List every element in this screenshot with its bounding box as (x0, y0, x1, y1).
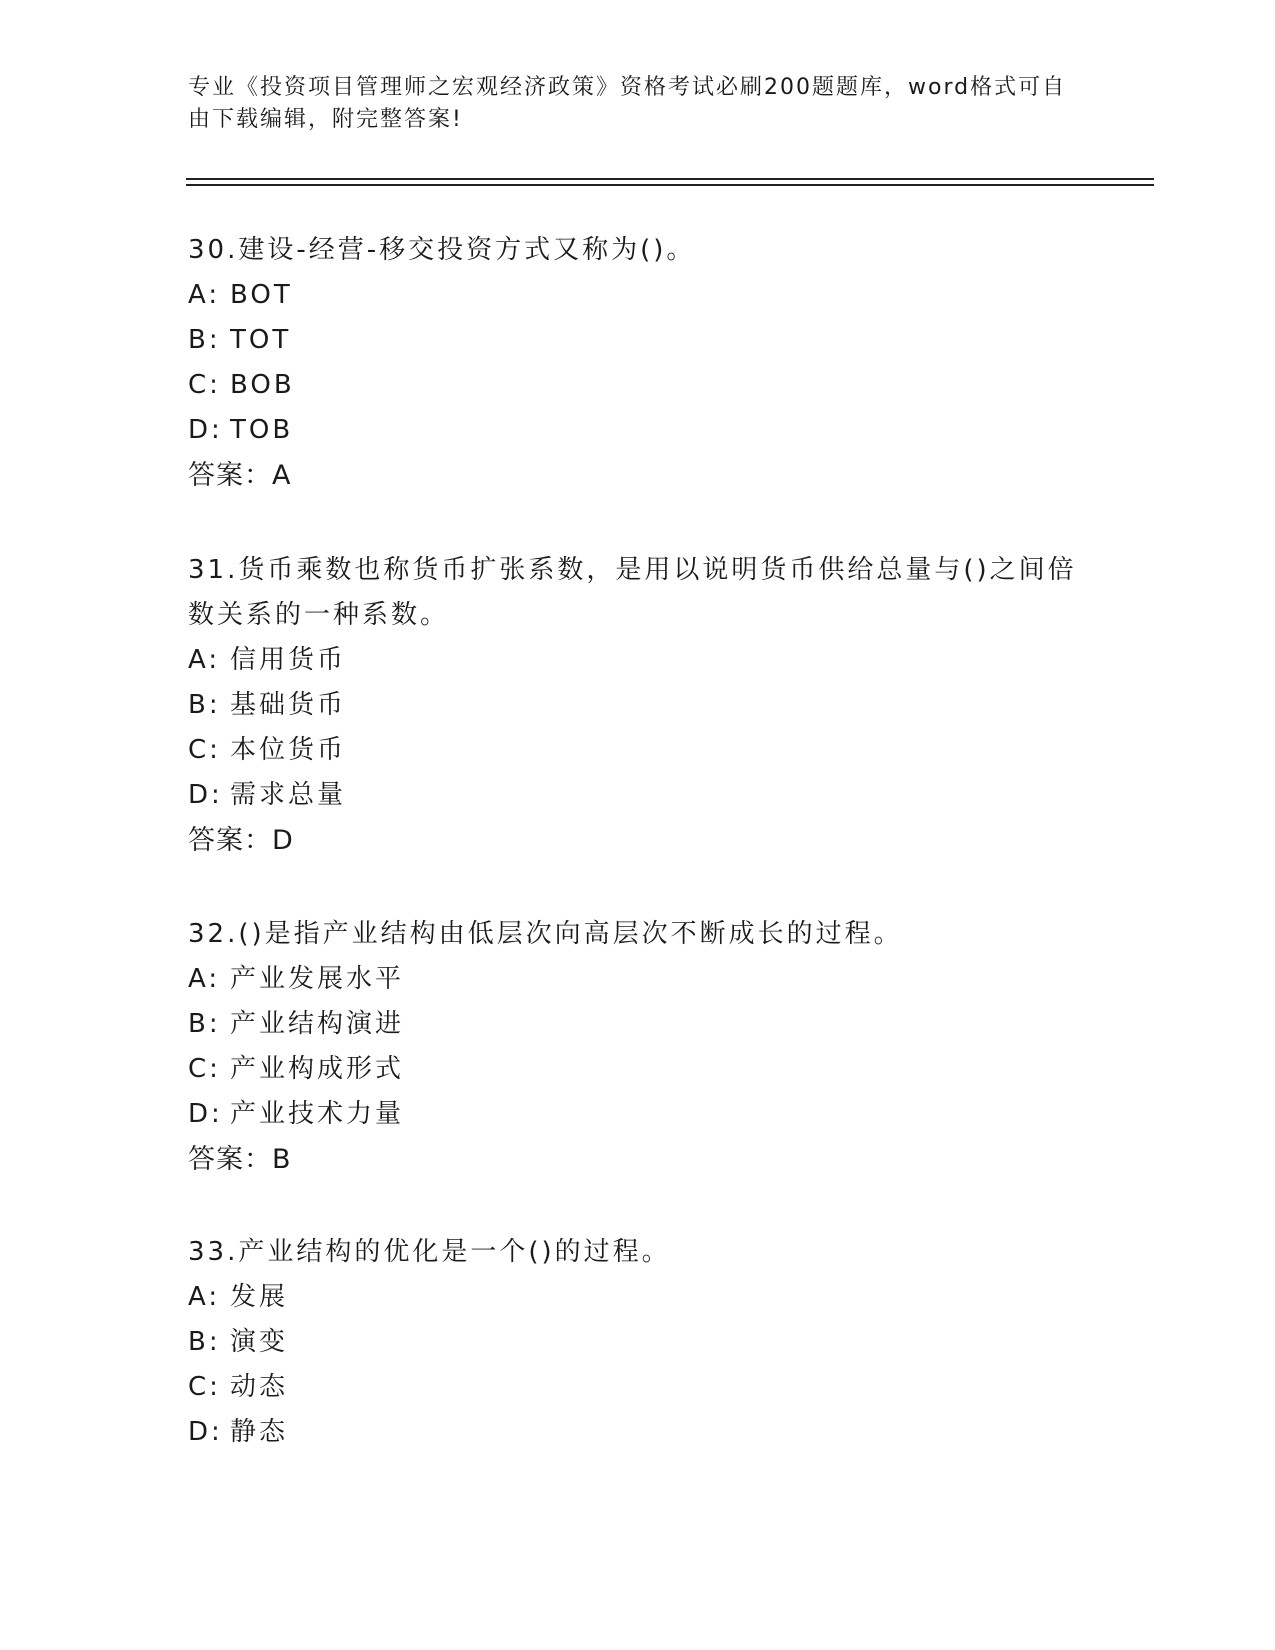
option-text: 产业构成形式 (230, 1054, 405, 1084)
option-letter: D: (188, 780, 223, 810)
option-letter: D: (188, 1099, 223, 1129)
option-letter: C: (188, 1054, 221, 1084)
option-letter: C: (188, 1372, 221, 1402)
option-d (188, 773, 1088, 818)
option-a (188, 638, 1088, 683)
option-text: 基础货币 (230, 690, 347, 720)
answer-line: 答案：D (188, 825, 294, 856)
option-letter: B: (188, 325, 221, 355)
option-text: 演变 (230, 1327, 289, 1357)
option-letter: C: (188, 735, 221, 765)
option-c (188, 728, 1088, 773)
option-letter: A: (188, 280, 221, 310)
option-c (188, 363, 1088, 408)
option-b (188, 1002, 1088, 1047)
option-letter: B: (188, 1327, 221, 1357)
option-d (188, 408, 1088, 453)
answer-line: 答案：A (188, 460, 292, 491)
option-letter: A: (188, 1282, 221, 1312)
option-letter: D: (188, 1417, 223, 1447)
option-text: 静态 (230, 1417, 289, 1447)
option-letter: A: (188, 964, 221, 994)
option-letter: A: (188, 645, 221, 675)
option-b (188, 683, 1088, 728)
question-33 (188, 1230, 1088, 1455)
question-stem: 33.产业结构的优化是一个()的过程。 (188, 1237, 671, 1267)
question-31 (188, 548, 1088, 863)
option-text: 产业技术力量 (230, 1099, 405, 1129)
document-header: 专业《投资项目管理师之宏观经济政策》资格考试必刷200题题库，word格式可自由下载编辑，附完整答案! (188, 75, 1067, 132)
option-text: BOT (230, 280, 293, 310)
option-a (188, 1275, 1088, 1320)
option-d (188, 1092, 1088, 1137)
option-text: TOT (230, 325, 292, 355)
question-30 (188, 228, 1088, 498)
question-stem: 31.货币乘数也称货币扩张系数，是用以说明货币供给总量与()之间倍数关系的一种系数。 (188, 555, 1077, 630)
option-letter: D: (188, 415, 223, 445)
option-letter: B: (188, 1009, 221, 1039)
option-a (188, 957, 1088, 1002)
header-divider-top (186, 178, 1154, 180)
option-d (188, 1410, 1088, 1455)
option-text: BOB (230, 370, 295, 400)
option-b (188, 318, 1088, 363)
option-c (188, 1047, 1088, 1092)
answer-line: 答案：B (188, 1144, 292, 1175)
option-text: 产业结构演进 (230, 1009, 405, 1039)
option-b (188, 1320, 1088, 1365)
option-letter: C: (188, 370, 221, 400)
question-stem: 32.()是指产业结构由低层次向高层次不断成长的过程。 (188, 919, 903, 949)
question-32 (188, 912, 1088, 1182)
option-a (188, 273, 1088, 318)
header-divider-bottom (186, 184, 1154, 186)
question-stem: 30.建设-经营-移交投资方式又称为()。 (188, 235, 696, 265)
option-text: 发展 (230, 1282, 289, 1312)
option-text: 产业发展水平 (230, 964, 405, 994)
option-text: 动态 (230, 1372, 289, 1402)
option-text: 信用货币 (230, 645, 347, 675)
option-c (188, 1365, 1088, 1410)
option-text: 需求总量 (230, 780, 347, 810)
option-text: 本位货币 (230, 735, 347, 765)
option-text: TOB (230, 415, 294, 445)
option-letter: B: (188, 690, 221, 720)
